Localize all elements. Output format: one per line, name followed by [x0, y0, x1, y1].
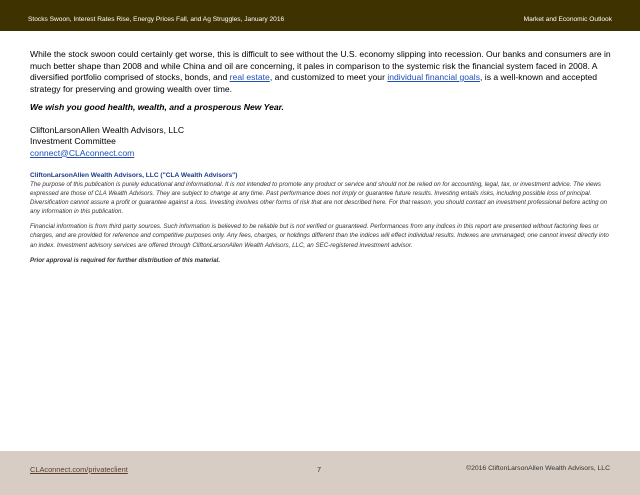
- page-header: [0, 0, 640, 31]
- disclaimer: [30, 171, 614, 265]
- financial-goals-link[interactable]: individual financial goals: [387, 72, 481, 82]
- copyright-notice: ©2016 CliftonLarsonAllen Wealth Advisors, LLC: [466, 465, 610, 472]
- main-content: [30, 49, 614, 265]
- signature-block: [30, 125, 614, 160]
- distribution-notice: Prior approval is required for further distribution of this material.: [30, 256, 221, 264]
- disclaimer-title: CliftonLarsonAllen Wealth Advisors, LLC ("CLA Wealth Advisors"): [30, 172, 238, 179]
- header-title: Stocks Swoon, Interest Rates Rise, Energy Prices Fall, and Ag Struggles, January 2016: [28, 16, 285, 23]
- paragraph-text-2: , and customized to meet your: [269, 72, 388, 82]
- closing-wish: We wish you good health, wealth, and a prosperous New Year.: [30, 102, 284, 112]
- paragraph-text-3: , is a well-known and accepted strategy for preserving and growing wealth over time.: [30, 72, 598, 94]
- signature-committee: Investment Committee: [30, 136, 116, 146]
- header-section-name: Market and Economic Outlook: [523, 16, 612, 23]
- page-number: 7: [317, 465, 322, 474]
- page-footer: [0, 451, 640, 495]
- body-paragraph: [30, 49, 614, 95]
- contact-email-link[interactable]: connect@CLAconnect.com: [30, 147, 135, 158]
- disclaimer-paragraph-2: Financial information is from third party sources. Such information is believed to be reliable but is not verified or guaranteed. Performances from any indices in this report are presented without factoring fees or charges, and are provided for reference and competitive purposes only. Any fees, charges, or holdings different than the indices will effect individual results. Indexes are unmanaged; one cannot invest directly into an index. Investment advisory services are offered through CliftonLarsonAllen Wealth Advisors, LLC, an SEC-registered investment advisor.: [30, 223, 609, 249]
- disclaimer-paragraph-1: The purpose of this publication is purely educational and informational. It is not intended to promote any product or service and should not be relied on for accounting, legal, tax, or investment advice. The views expressed are those of CLA Wealth Advisors. They are subject to change at any time. Past performance does not imply or guarantee future results. Investing entails risks, including possible loss of principal. Diversification cannot assure a profit or guarantee against a loss. Investing involves other forms of risk that are not described here. For that reason, you should contact an investment professional before acting on any information in this publication.: [30, 181, 608, 216]
- paragraph-text-1: While the stock swoon could certainly get worse, this is difficult to see without the U.S. economy slipping into recession. Our banks and consumers are in much better shape than 2008 and while China and oil are concerning, it pales in comparison to the systemic risk the financial system faced in 2008. A diversified portfolio comprised of stocks, bonds, and: [30, 49, 611, 82]
- footer-website-link[interactable]: CLAconnect.com/privateclient: [30, 465, 128, 474]
- real-estate-link[interactable]: real estate: [229, 72, 270, 82]
- signature-org: CliftonLarsonAllen Wealth Advisors, LLC: [30, 124, 185, 135]
